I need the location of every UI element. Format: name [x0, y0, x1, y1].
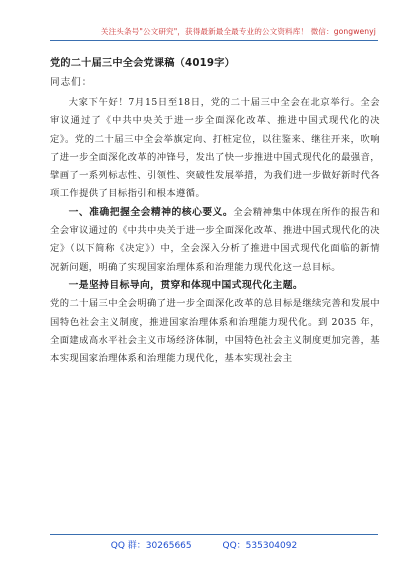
header-banner: 关注头条号"公文研究"，获得最新最全最专业的公文资料库！ 微信：gongwenyj [100, 27, 376, 36]
footer-qq-group: QQ 群：30265665 [110, 541, 192, 551]
header-rule [50, 40, 378, 41]
paragraph-subheading [50, 277, 380, 295]
document-body [50, 50, 380, 368]
footer-rule [50, 534, 378, 535]
paragraph-goal: 党的二十届三中全会明确了进一步全面深化改革的总目标是继续完善和发展中国特色社会主义制度，推进国家治理体系和治理能力现代化。到 2035 年，全面建成高水平社会主义市场经济体制，中国特色社会主义制度更加完善，基本实现国家治理体系和治理能力现代化，基本实现社会主 [50, 298, 380, 365]
document-title: 党的二十届三中全会党课稿（4019字） [50, 58, 235, 69]
subheading: 一是坚持目标导向，贯穿和体现中国式现代化主题。 [68, 279, 304, 291]
section-heading: 一、准确把握全会精神的核心要义。 [68, 206, 234, 218]
footer [0, 538, 408, 551]
paragraph-section-one [50, 204, 380, 277]
greeting: 同志们： [50, 77, 93, 88]
section-body: 全会精神集中体现在所作的报告和全会审议通过的《中共中央关于进一步全面深化改革、推进中国式现代化的决定》（以下简称《决定》）中，全会深入分析了推进中国式现代化面临的新情况新问题，明确了实现国家治理体系和治理能力现代化这一总目标。 [50, 206, 380, 273]
footer-qq: QQ：535304092 [222, 541, 298, 551]
paragraph-intro: 大家下午好！7月15日至18日，党的二十届三中全会在北京举行。全会审议通过了《中共中央关于进一步全面深化改革、推进中国式现代化的决定》。党的二十届三中全会举旗定向、打桩定位，以往鉴来、继往开来，吹响了进一步全面深化改革的冲锋号，发出了快一步推进中国式现代化的最强音，擘画了一系列标志性、引领性、突破性发展举措，为我们进一步做好新时代各项工作提供了目标指引和根本遵循。 [50, 97, 380, 200]
